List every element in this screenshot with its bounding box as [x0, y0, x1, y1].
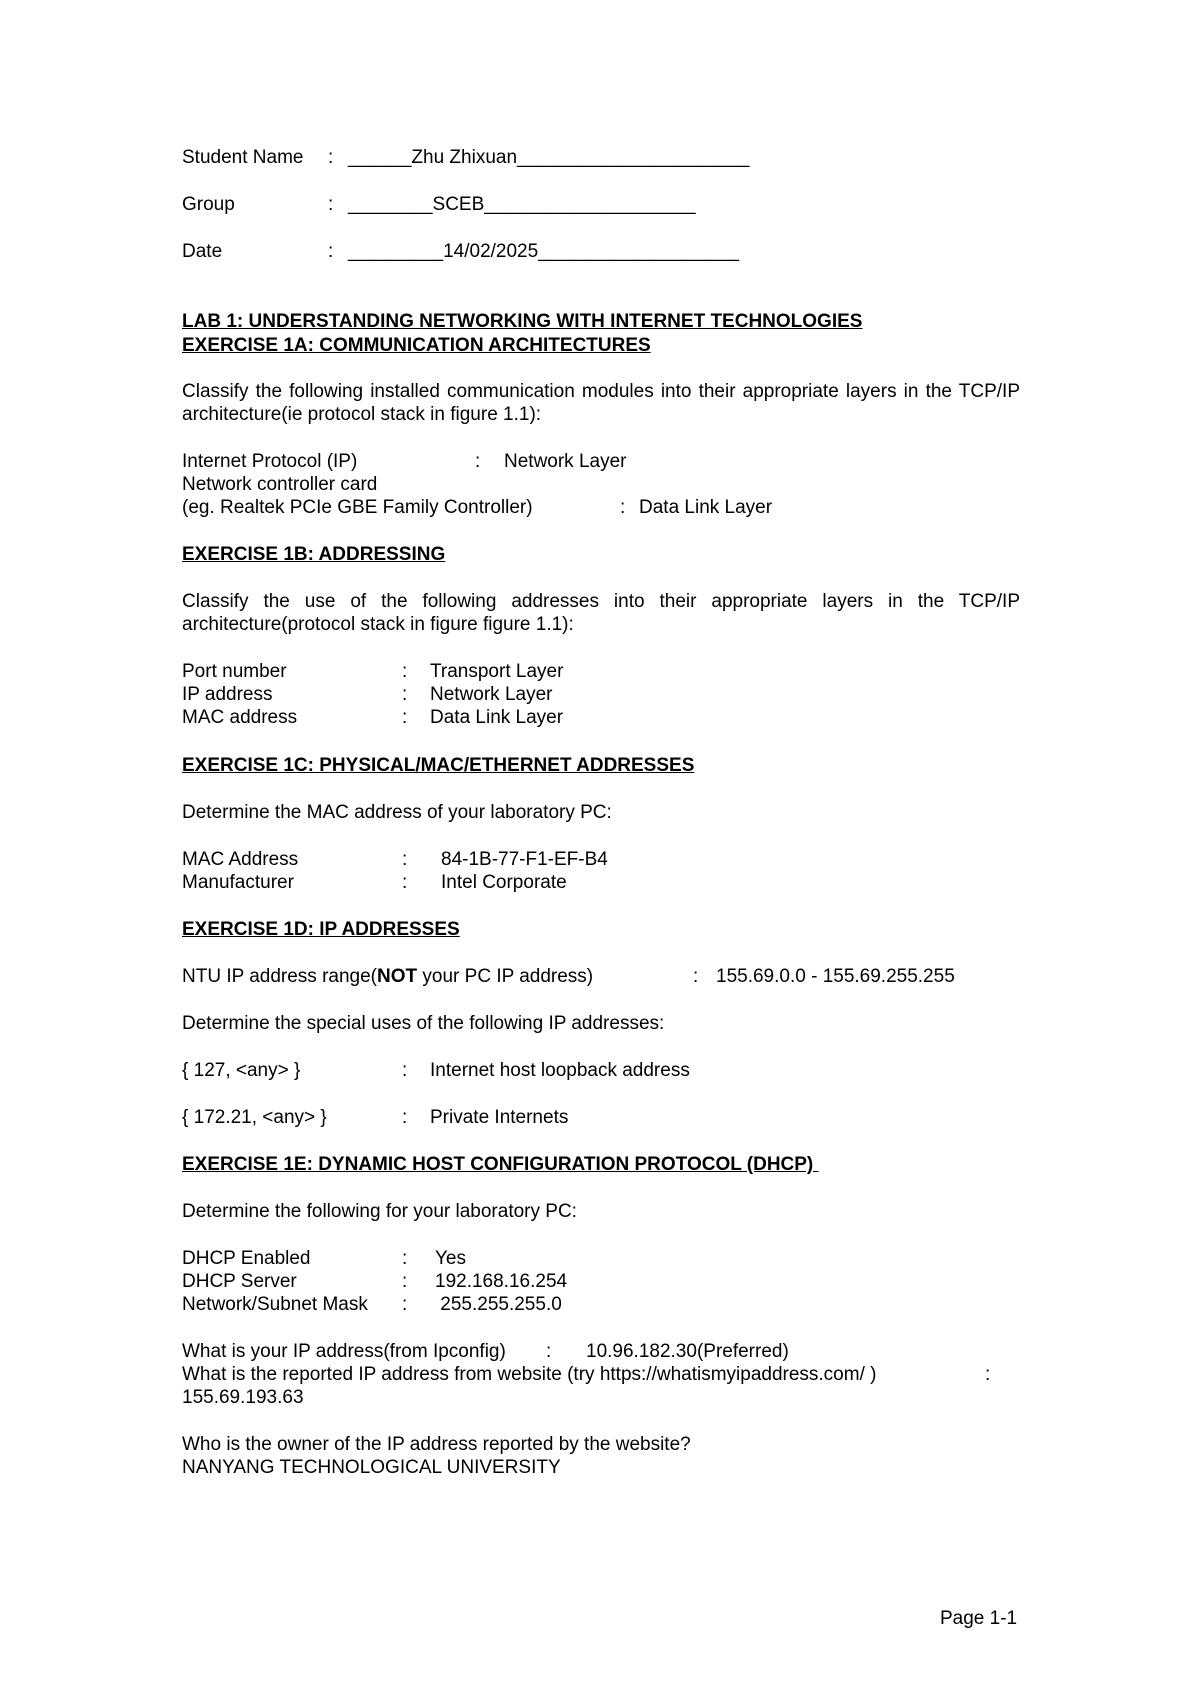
address-label: Port number — [182, 661, 287, 682]
colon: : — [402, 849, 408, 870]
colon: : — [402, 684, 408, 705]
group-value: ________SCEB____________________ — [348, 194, 696, 215]
nic-value: Data Link Layer — [639, 497, 773, 518]
exercise-1e-instruction: Determine the following for your laboratory PC: — [182, 1201, 577, 1222]
mac-value: 84-1B-77-F1-EF-B4 — [441, 849, 608, 870]
nic-label-1: Network controller card — [182, 474, 378, 495]
colon: : — [620, 497, 626, 518]
date-label: Date — [182, 241, 223, 262]
owner-question: Who is the owner of the IP address reported by the website? — [182, 1434, 691, 1455]
colon: : — [546, 1341, 552, 1362]
address-label: IP address — [182, 684, 273, 705]
manufacturer-value: Intel Corporate — [441, 872, 567, 893]
page-number: Page 1-1 — [940, 1608, 1018, 1629]
colon: : — [402, 1107, 408, 1128]
group-label: Group — [182, 194, 235, 215]
colon: : — [402, 707, 408, 728]
mac-label: MAC Address — [182, 849, 299, 870]
website-question: What is the reported IP address from website (try https://whatismyipaddress.com/ ) — [182, 1364, 877, 1385]
ip-label: Internet Protocol (IP) — [182, 451, 358, 472]
manufacturer-label: Manufacturer — [182, 872, 294, 893]
ipconfig-question: What is your IP address(from Ipconfig) — [182, 1341, 506, 1362]
student-name-value: ______Zhu Zhixuan______________________ — [348, 147, 750, 168]
address-value: Data Link Layer — [430, 707, 564, 728]
dhcp-label: DHCP Server — [182, 1271, 297, 1292]
colon: : — [402, 1294, 408, 1315]
exercise-1c-title: EXERCISE 1C: PHYSICAL/MAC/ETHERNET ADDRESSES — [182, 755, 695, 776]
date-value: _________14/02/2025___________________ — [348, 241, 739, 262]
lab-title: LAB 1: UNDERSTANDING NETWORKING WITH INTERNET TECHNOLOGIES — [182, 311, 863, 332]
colon: : — [328, 147, 334, 168]
address-value: Network Layer — [430, 684, 553, 705]
student-name-label: Student Name — [182, 147, 304, 168]
exercise-1d-title: EXERCISE 1D: IP ADDRESSES — [182, 919, 460, 940]
ip-range-label: { 127, <any> } — [182, 1060, 301, 1081]
colon: : — [328, 194, 334, 215]
colon: : — [402, 872, 408, 893]
exercise-1b-instruction: Classify the use of the following addresses into their appropriate layers in the TCP/IP architecture(protocol stack in figure figure 1.1): — [182, 591, 1020, 635]
dhcp-label: DHCP Enabled — [182, 1248, 311, 1269]
ip-range-use: Private Internets — [430, 1107, 569, 1128]
exercise-1d-instruction: Determine the special uses of the following IP addresses: — [182, 1013, 665, 1034]
colon: : — [402, 1060, 408, 1081]
colon: : — [693, 966, 699, 987]
ip-range-label: { 172.21, <any> } — [182, 1107, 327, 1128]
not-emphasis: NOT — [377, 966, 418, 987]
colon: : — [402, 1271, 408, 1292]
website-answer: 155.69.193.63 — [182, 1387, 304, 1408]
dhcp-value: 192.168.16.254 — [435, 1271, 568, 1292]
colon: : — [985, 1364, 991, 1385]
exercise-1b-title: EXERCISE 1B: ADDRESSING — [182, 544, 446, 565]
owner-answer: NANYANG TECHNOLOGICAL UNIVERSITY — [182, 1457, 561, 1478]
ntu-range-value: 155.69.0.0 - 155.69.255.255 — [716, 966, 955, 987]
ipconfig-answer: 10.96.182.30(Preferred) — [586, 1341, 789, 1362]
ntu-range-label: NTU IP address range(NOT your PC IP address) — [182, 966, 594, 987]
ip-range-use: Internet host loopback address — [430, 1060, 690, 1081]
exercise-1a-title: EXERCISE 1A: COMMUNICATION ARCHITECTURES — [182, 335, 651, 356]
colon: : — [402, 661, 408, 682]
dhcp-value: Yes — [435, 1248, 466, 1269]
nic-label-2: (eg. Realtek PCIe GBE Family Controller) — [182, 497, 533, 518]
address-value: Transport Layer — [430, 661, 564, 682]
ip-value: Network Layer — [504, 451, 627, 472]
dhcp-label: Network/Subnet Mask — [182, 1294, 368, 1315]
exercise-1e-title: EXERCISE 1E: DYNAMIC HOST CONFIGURATION PROTOCOL (DHCP) — [182, 1154, 819, 1175]
dhcp-value: 255.255.255.0 — [435, 1294, 562, 1315]
address-label: MAC address — [182, 707, 298, 728]
colon: : — [402, 1248, 408, 1269]
exercise-1c-instruction: Determine the MAC address of your laboratory PC: — [182, 802, 612, 823]
exercise-1a-instruction: Classify the following installed communication modules into their appropriate layers in the TCP/IP architecture(ie protocol stack in figure 1.1): — [182, 381, 1020, 425]
colon: : — [328, 241, 334, 262]
page-content — [182, 0, 1020, 1696]
colon: : — [475, 451, 481, 472]
